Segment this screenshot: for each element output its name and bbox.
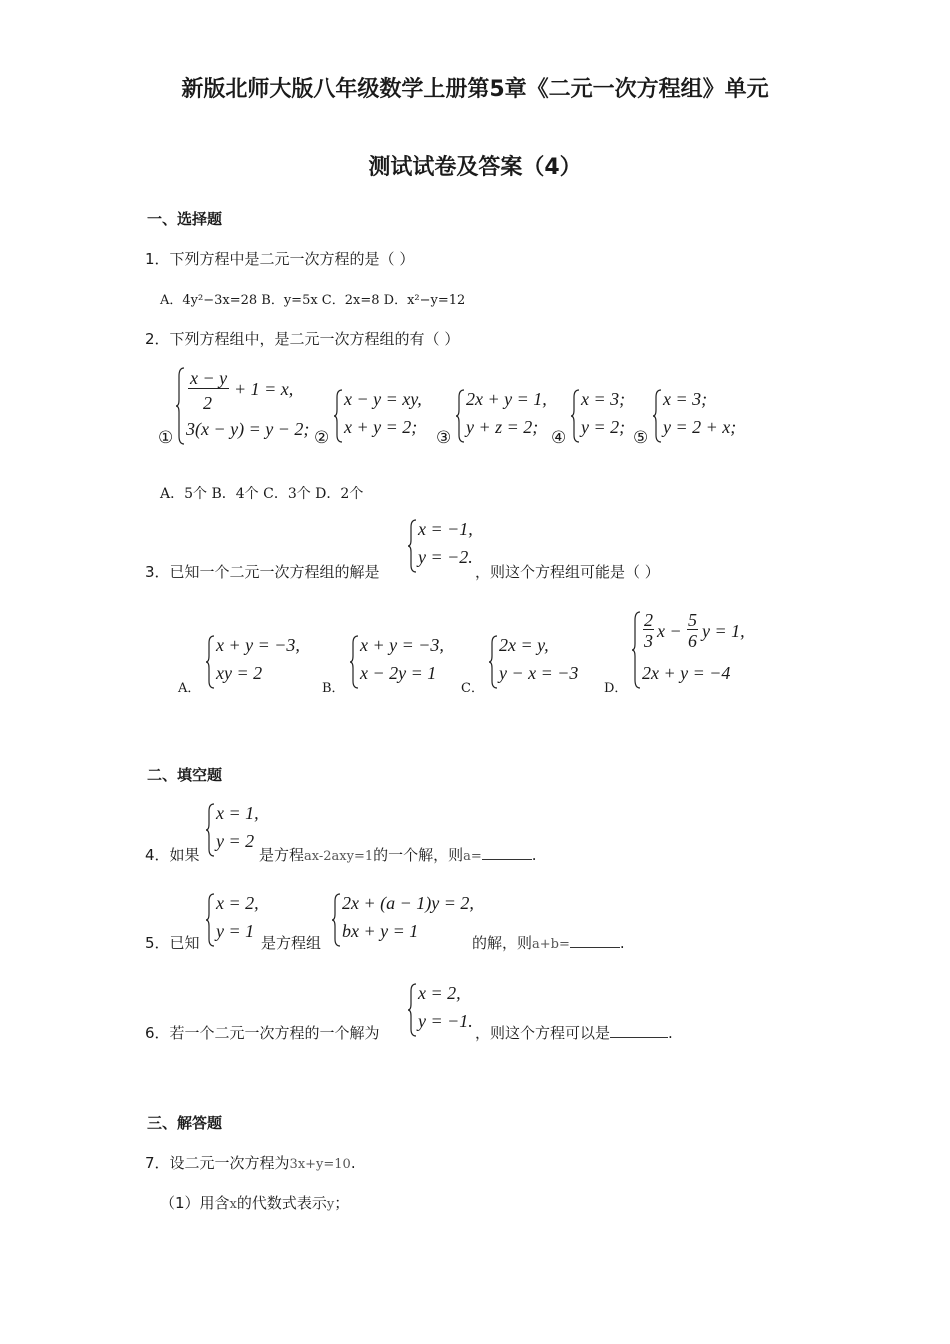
option-d-system [632,610,762,690]
brace-icon [350,634,360,690]
q7-1-mid: 的代数式表示 [236,1194,327,1212]
option-d-label: D． [604,681,628,696]
brace-icon [632,610,642,690]
system-4-line1: x = 3; [581,389,626,409]
brace-icon [456,388,466,444]
brace-icon [408,518,418,574]
question-4-system [206,802,266,858]
q4-post: 的一个解，则 [373,846,464,864]
q7-pre: 7．设二元一次方程为 [145,1154,290,1172]
q7-1-end: ； [334,1194,350,1212]
brace-icon [334,388,344,444]
system-3-line1: 2x + y = 1, [466,389,547,409]
option-c-label: C． [461,681,484,696]
question-4-pre: 4．如果 [145,846,200,864]
system-3-line2: y + z = 2; [466,417,539,437]
brace-icon [489,634,499,690]
q7-1-pre: （1）用含 [160,1194,230,1212]
page-title-line1: 新版北师大版八年级数学上册第5章《二元一次方程组》单元 [181,77,769,102]
question-4-body [259,844,537,865]
system-5-line2: y = 2 + x; [663,417,737,437]
system-1-line2: 3(x − y) = y − 2; [186,419,310,439]
question-5-body [472,932,625,953]
system-2 [334,388,434,444]
question-7-part-1 [160,1192,349,1213]
option-b-system [350,634,460,690]
q5-var: a+b= [532,937,570,952]
option-d-rest: y = 1, [702,621,745,641]
q4-line2: y = 2 [216,831,255,851]
option-a-system [206,634,316,690]
fraction-den-3: 3 [644,631,653,651]
option-c-line2: y − x = −3 [499,663,579,683]
section-heading-fill: 二、填空题 [147,766,223,784]
question-6-pre: 6．若一个二元一次方程的一个解为 [145,1024,380,1042]
brace-icon [206,634,216,690]
option-b-line2: x − 2y = 1 [360,663,437,683]
system-3 [456,388,556,444]
q6-line1: x = 2, [418,983,461,1003]
option-a-label: A． [178,681,201,696]
q4-line1: x = 1, [216,803,259,823]
q4-end: . [531,846,537,864]
brace-icon [176,366,186,446]
marker-2: ② [314,428,330,448]
option-d-x: x − [657,621,682,641]
q6-line2: y = −1. [418,1011,473,1031]
q4-equation: ax-2axy=1 [304,849,374,864]
q7-equation: 3x+y=10 [289,1157,351,1172]
question-1-stem: 1．下列方程中是二元一次方程的是（ ） [145,250,415,268]
question-7-stem [145,1152,356,1173]
system-5-line1: x = 3; [663,389,708,409]
brace-icon [408,982,418,1038]
q4-mid: 是方程 [259,846,305,864]
q5-s2-line1: 2x + (a − 1)y = 2, [342,893,474,913]
q7-1-var-x: x [229,1197,237,1212]
option-a-line2: xy = 2 [216,663,263,683]
fraction-den-6: 6 [688,631,697,651]
question-3-stem-pre: 3．已知一个二元一次方程组的解是 [145,563,380,581]
marker-4: ④ [551,428,567,448]
brace-icon [653,388,663,444]
question-2-stem: 2．下列方程组中，是二元一次方程组的有（ ） [145,330,460,348]
option-b-label: B． [322,681,345,696]
answer-blank[interactable] [610,1023,668,1038]
section-heading-solve: 三、解答题 [147,1114,223,1132]
option-a-line1: x + y = −3, [216,635,300,655]
option-b-line1: x + y = −3, [360,635,444,655]
fraction-denominator: 2 [203,393,212,413]
system-2-line2: x + y = 2; [344,417,418,437]
answer-blank[interactable] [482,845,532,860]
system-4 [571,388,641,444]
question-5-system-2 [332,892,482,948]
system-5 [653,388,753,444]
brace-icon [206,802,216,858]
brace-icon [571,388,581,444]
option-c-system [489,634,589,690]
q6-end: . [668,1024,673,1042]
question-2-options: A．5个 B．4个 C．3个 D．2个 [160,486,364,502]
system-1 [176,366,326,446]
solution-line2: y = −2. [418,547,473,567]
fraction-numerator: x − y [190,368,228,388]
answer-blank[interactable] [570,933,620,948]
brace-icon [206,892,216,948]
q5-end: . [619,934,625,952]
marker-5: ⑤ [633,428,649,448]
q7-1-var-y: y [326,1197,335,1212]
question-3-stem-post: ，则这个方程组可能是（ ） [475,563,660,581]
question-6-body [475,1022,673,1043]
option-d-line2: 2x + y = −4 [642,663,731,683]
question-5-system-1 [206,892,266,948]
q5-s2-line2: bx + y = 1 [342,921,419,941]
option-c-line1: 2x = y, [499,635,549,655]
marker-3: ③ [436,428,452,448]
q6-post: ，则这个方程可以是 [475,1024,611,1042]
system-4-line2: y = 2; [581,417,626,437]
question-5-pre: 5．已知 [145,934,200,952]
system-1-line1-rest: + 1 = x, [234,379,294,399]
q5-post: 的解，则 [472,934,533,952]
q5-s1-line2: y = 1 [216,921,255,941]
q7-end: . [350,1154,356,1172]
q4-var: a= [463,849,482,864]
q5-s1-line1: x = 2, [216,893,259,913]
fraction-num-5: 5 [688,610,697,630]
fraction-num-2: 2 [644,610,653,630]
solution-line1: x = −1, [418,519,473,539]
marker-1: ① [158,428,174,448]
section-heading-choice: 一、选择题 [147,210,223,228]
page-title-line2: 测试试卷及答案（4） [368,155,582,180]
question-5-mid: 是方程组 [261,934,322,952]
system-2-line1: x − y = xy, [344,389,422,409]
brace-icon [332,892,342,948]
question-1-options: A．4y²−3x=28 B．y=5x C．2x=8 D．x²−y=12 [160,293,466,308]
